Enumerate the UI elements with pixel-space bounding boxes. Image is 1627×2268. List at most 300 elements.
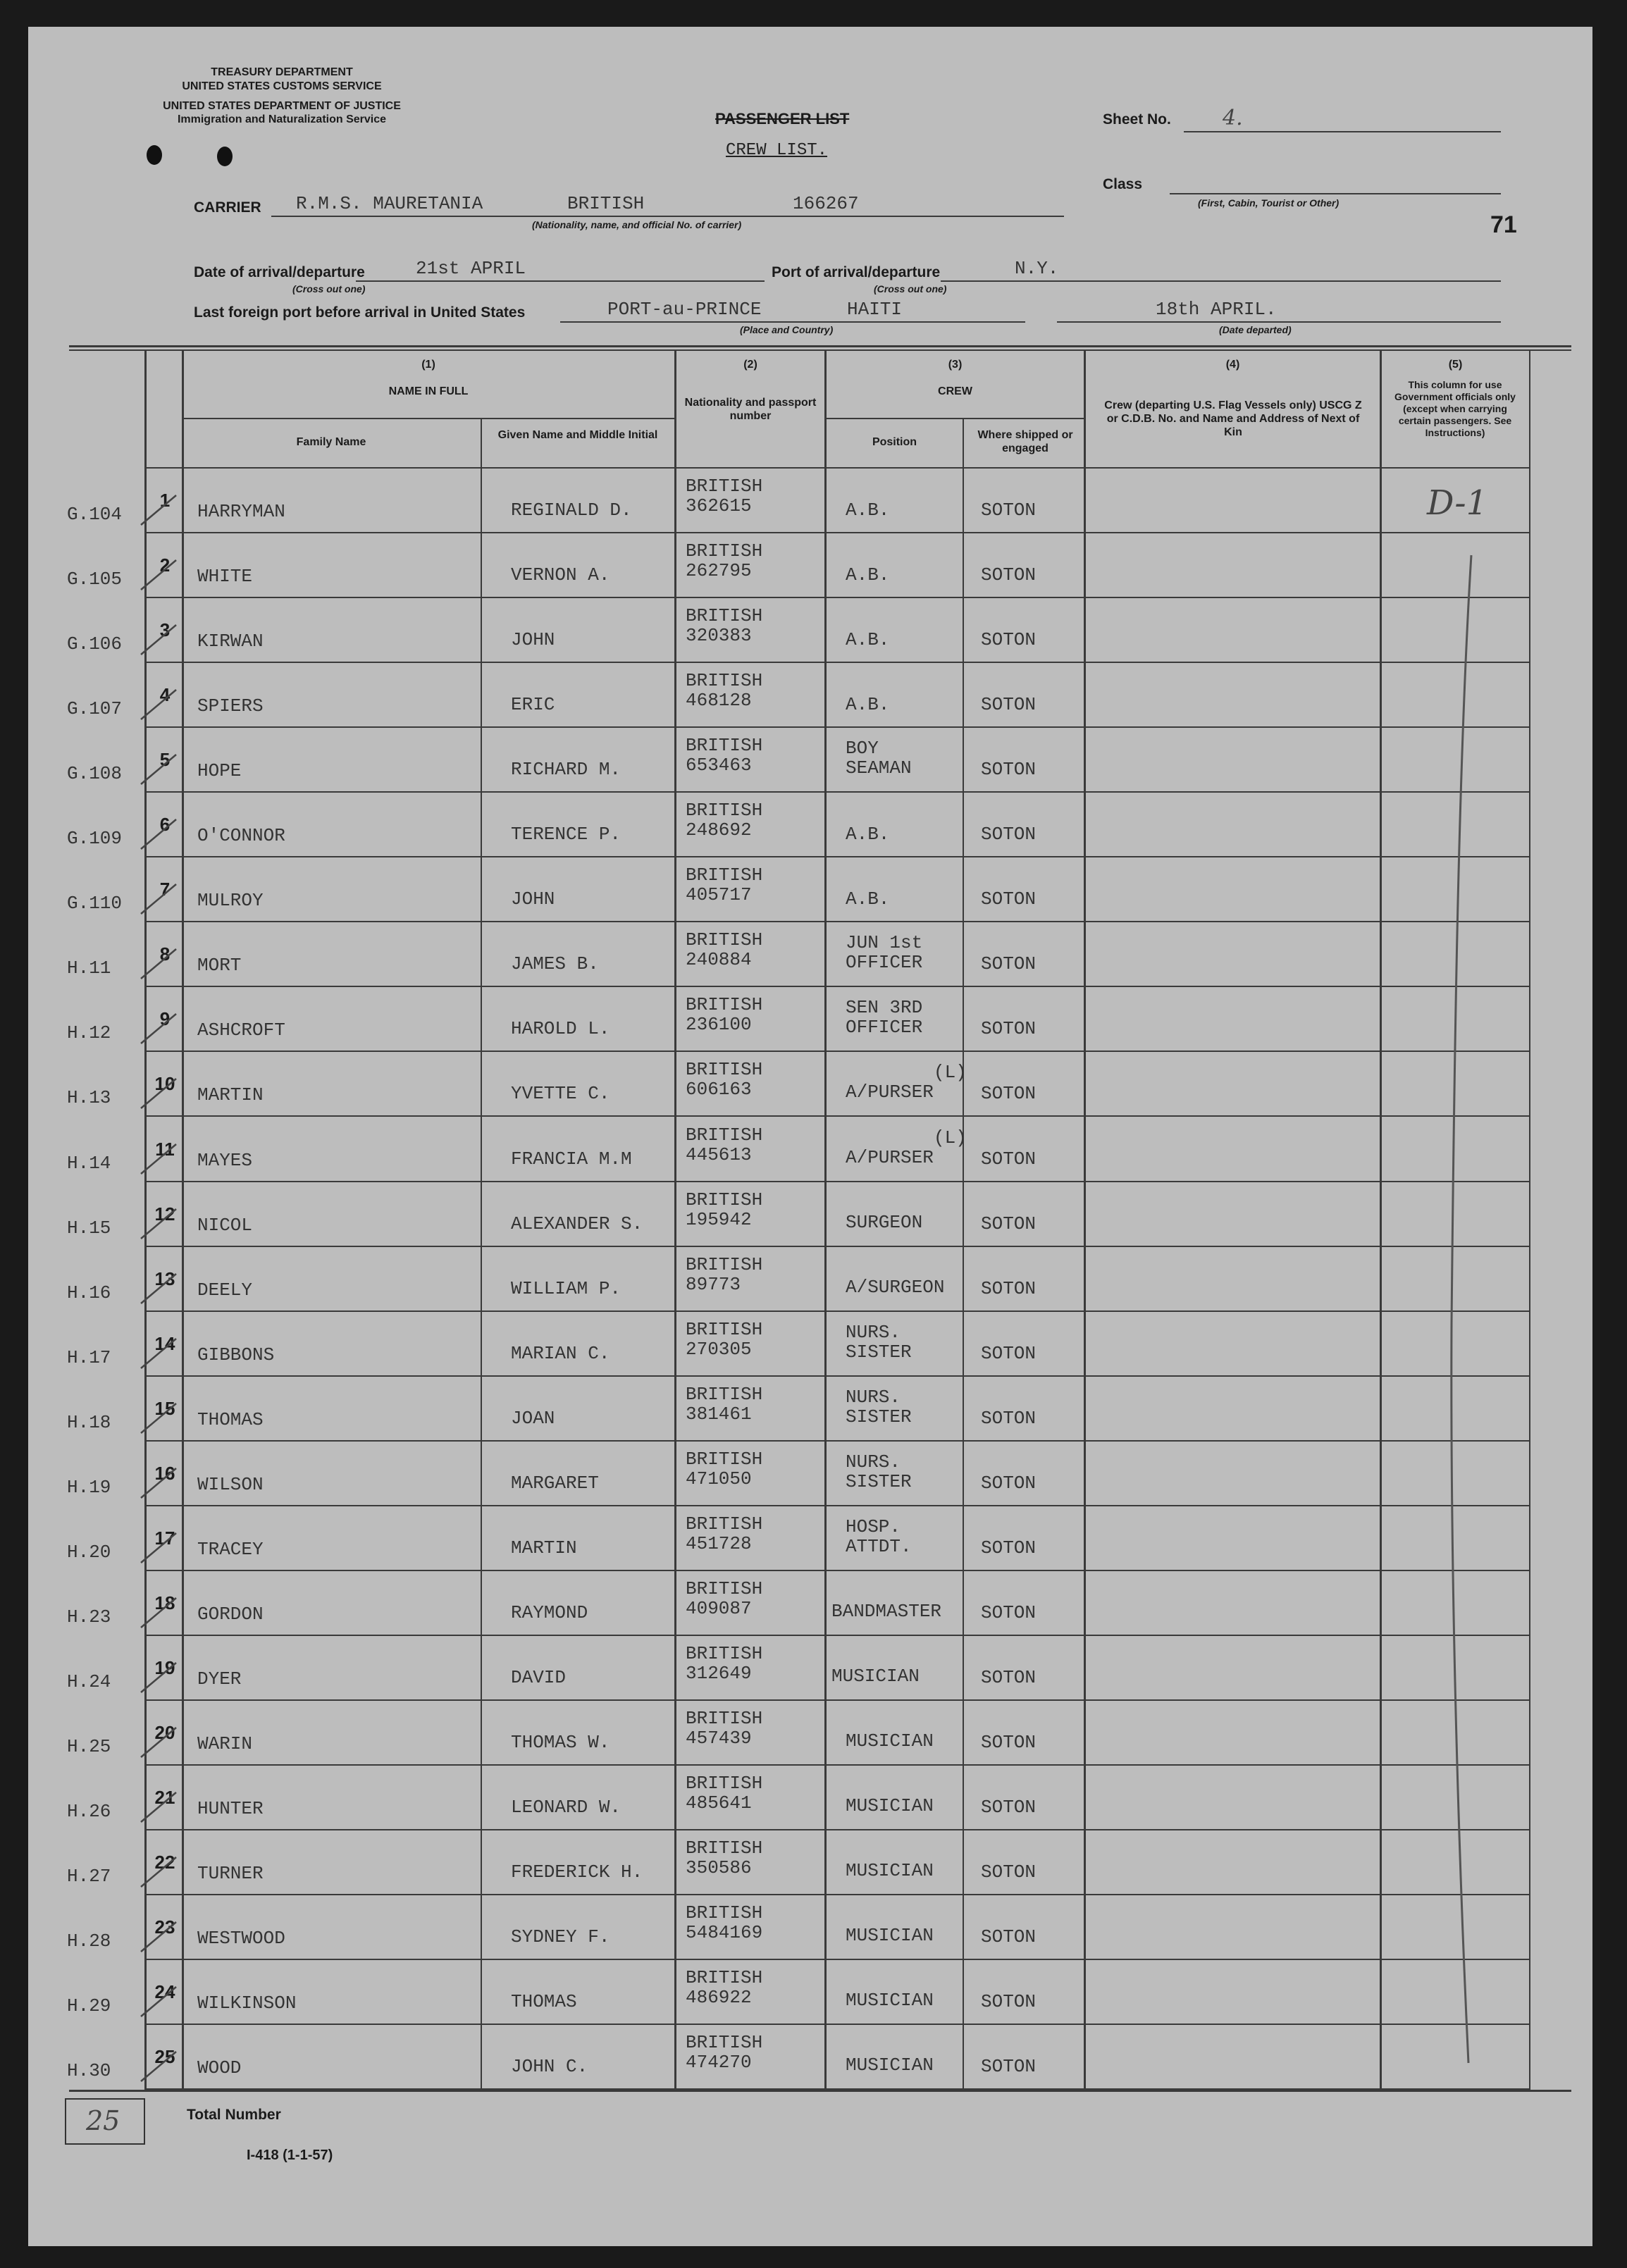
row-code: H.18: [67, 1411, 111, 1433]
shipped-place: SOTON: [981, 1083, 1037, 1105]
position-line-2: MUSICIAN: [831, 1665, 920, 1687]
class-hint: (First, Cabin, Tourist or Other): [1198, 197, 1340, 209]
dept-line-3: UNITED STATES DEPARTMENT OF JUSTICE: [163, 100, 401, 112]
table-row: [28, 1247, 1592, 1312]
nationality: BRITISH: [686, 1513, 763, 1535]
check-tick-icon: [134, 1722, 197, 1764]
table-row: [28, 1506, 1592, 1571]
shipped-place: SOTON: [981, 1342, 1037, 1364]
shipped-place: SOTON: [981, 2056, 1037, 2078]
given-name: MARTIN: [511, 1537, 577, 1559]
position-line-1: (L): [934, 1127, 967, 1148]
row-number: 18: [154, 1592, 175, 1613]
row-number: 17: [154, 1527, 175, 1549]
row-code: H.25: [67, 1735, 111, 1757]
row-code: G.107: [67, 698, 123, 720]
punch-hole-left: [147, 145, 162, 165]
col4-title: Crew (departing U.S. Flag Vessels only) USCG Z or C.D.B. No. and Name and Address of Next of Kin: [1104, 399, 1362, 438]
row-code: H.11: [67, 958, 111, 979]
port-underline: [941, 280, 1501, 282]
position-line-2: SISTER: [846, 1406, 912, 1427]
family-name: GORDON: [197, 1603, 264, 1625]
dept-line-4: Immigration and Naturalization Service: [177, 113, 387, 125]
check-tick-icon: [134, 1592, 197, 1635]
check-tick-icon: [134, 1787, 197, 1829]
table-top-rule: [69, 345, 1571, 347]
row-code: H.26: [67, 1801, 111, 1822]
carrier-hint: (Nationality, name, and official No. of carrier): [532, 219, 742, 230]
dept-line-2: UNITED STATES CUSTOMS SERVICE: [182, 80, 382, 92]
table-row: [28, 1830, 1592, 1895]
family-name: KIRWAN: [197, 631, 264, 652]
family-name: O'CONNOR: [197, 825, 285, 847]
row-number: 15: [154, 1397, 175, 1419]
nationality: BRITISH: [686, 1448, 763, 1470]
position-line-2: MUSICIAN: [846, 1795, 934, 1816]
position-line-2: A/SURGEON: [846, 1276, 945, 1298]
given-name: SYDNEY F.: [511, 1926, 610, 1948]
nationality: BRITISH: [686, 605, 763, 627]
row-code: G.110: [67, 893, 123, 915]
hline-col3-split: [824, 418, 1085, 419]
row-number: 3: [159, 619, 171, 641]
row-number: 19: [154, 1656, 175, 1678]
table-row: [28, 1960, 1592, 2025]
nationality: BRITISH: [686, 540, 763, 562]
position-line-1: A.B.: [846, 564, 890, 586]
passport-number: 471050: [686, 1468, 752, 1489]
row-code: G.109: [67, 828, 123, 850]
row-code: H.28: [67, 1931, 111, 1952]
date-underline: [356, 280, 765, 282]
family-name: WHITE: [197, 566, 253, 588]
date-departed-hint: (Date departed): [1219, 324, 1292, 335]
port-value: N.Y.: [1015, 258, 1059, 279]
shipped-place: SOTON: [981, 1537, 1037, 1559]
table-row: [28, 1117, 1592, 1182]
check-tick-icon: [134, 1463, 197, 1505]
nationality: BRITISH: [686, 800, 763, 822]
position-line-1: SEN 3RD: [846, 997, 923, 1019]
nationality: BRITISH: [686, 1318, 763, 1340]
position-line-1: BOY: [846, 738, 879, 760]
passport-number: 485641: [686, 1792, 752, 1814]
position-line-1: A.B.: [846, 500, 890, 521]
passport-number: 445613: [686, 1144, 752, 1165]
table-row: [28, 793, 1592, 857]
given-name: THOMAS W.: [511, 1731, 610, 1753]
family-name: THOMAS: [197, 1408, 264, 1430]
given-name: LEONARD W.: [511, 1797, 621, 1818]
nationality: BRITISH: [686, 476, 763, 497]
given-name: MARGARET: [511, 1472, 599, 1494]
position-line-2: OFFICER: [846, 952, 923, 974]
row-number: 11: [155, 1138, 175, 1160]
row-number: 7: [159, 879, 171, 900]
row-number: 9: [159, 1008, 171, 1030]
row-number: 20: [154, 1721, 175, 1743]
row-number: 25: [154, 2046, 175, 2068]
given-name: JAMES B.: [511, 953, 599, 975]
col1-title: NAME IN FULL: [388, 385, 469, 397]
position-line-2: A/PURSER: [846, 1082, 934, 1103]
struck-title: PASSENGER LIST: [715, 110, 850, 128]
row-number: 21: [154, 1787, 175, 1808]
given-name: FREDERICK H.: [511, 1861, 643, 1883]
dept-line-1: TREASURY DEPARTMENT: [211, 66, 353, 78]
total-count: 25: [86, 2105, 120, 2136]
family-name: DYER: [197, 1668, 242, 1690]
check-tick-icon: [134, 1981, 197, 2024]
table-row: [28, 663, 1592, 728]
check-tick-icon: [134, 490, 197, 532]
check-tick-icon: [134, 749, 197, 791]
shipped-place: SOTON: [981, 1018, 1037, 1040]
nationality: BRITISH: [686, 1773, 763, 1794]
position-line-2: MUSICIAN: [846, 2055, 934, 2076]
row-number: 14: [154, 1332, 175, 1354]
shipped-place: SOTON: [981, 953, 1037, 975]
position-line-2: SISTER: [846, 1470, 912, 1492]
position-line-2: SEAMAN: [846, 757, 912, 779]
family-name: WILSON: [197, 1473, 264, 1495]
given-name: JOHN: [511, 888, 555, 910]
passport-number: 606163: [686, 1079, 752, 1101]
class-underline: [1170, 193, 1501, 194]
col3-title: CREW: [938, 385, 972, 397]
family-name: ASHCROFT: [197, 1020, 285, 1041]
class-label: Class: [1103, 176, 1143, 192]
row-code: G.104: [67, 504, 123, 525]
shipped-place: SOTON: [981, 1277, 1037, 1299]
check-tick-icon: [134, 943, 197, 986]
col3-number: (3): [948, 359, 963, 371]
sheet-label: Sheet No.: [1103, 111, 1171, 128]
form-number: I-418 (1-1-57): [247, 2148, 333, 2163]
lastport-place: PORT-au-PRINCE: [607, 299, 762, 320]
given-name: DAVID: [511, 1666, 567, 1688]
family-name: WARIN: [197, 1733, 253, 1754]
date-hint: (Cross out one): [292, 283, 366, 295]
position-line-1: NURS.: [846, 1451, 901, 1473]
family-name: TURNER: [197, 1863, 264, 1885]
row-code: H.29: [67, 1995, 111, 2017]
passport-number: 320383: [686, 625, 752, 647]
position-line-2: MUSICIAN: [846, 1925, 934, 1947]
position-line-2: SISTER: [846, 1341, 912, 1363]
check-tick-icon: [134, 1333, 197, 1375]
given-name: JOHN C.: [511, 2056, 588, 2078]
row-code: H.27: [67, 1866, 111, 1888]
lastport-hint: (Place and Country): [740, 324, 834, 335]
annotation-vertical-stroke: [1409, 548, 1494, 2084]
passport-number: 474270: [686, 2052, 752, 2074]
lastport-underline: [560, 321, 1025, 323]
shipped-place: SOTON: [981, 1797, 1037, 1818]
passport-number: 240884: [686, 949, 752, 971]
row-code: G.105: [67, 569, 123, 590]
given-name: JOHN: [511, 629, 555, 651]
given-name: YVETTE C.: [511, 1083, 610, 1105]
position-line-2: MUSICIAN: [846, 1860, 934, 1882]
total-label: Total Number: [187, 2107, 281, 2123]
table-row: [28, 1377, 1592, 1442]
row-code: H.20: [67, 1541, 111, 1563]
sheet-number: 4.: [1223, 106, 1243, 130]
passport-number: 486922: [686, 1987, 752, 2009]
family-name: HARRYMAN: [197, 501, 285, 522]
sheet-underline: [1184, 131, 1501, 132]
nationality: BRITISH: [686, 1189, 763, 1210]
position-line-2: BANDMASTER: [831, 1600, 942, 1622]
col3a-title: Position: [872, 436, 917, 448]
table-bottom-rule: [69, 2090, 1571, 2092]
row-code: G.106: [67, 633, 123, 655]
nationality: BRITISH: [686, 735, 763, 757]
position-line-1: NURS.: [846, 1321, 901, 1343]
position-line-1: NURS.: [846, 1386, 901, 1408]
total-box: [65, 2098, 145, 2145]
col5-title: This column for use Government officials only (except when carrying certain passengers. See Instructions): [1394, 379, 1516, 438]
check-tick-icon: [134, 1398, 197, 1440]
row-code: H.17: [67, 1346, 111, 1368]
given-name: TERENCE P.: [511, 824, 621, 845]
family-name: HOPE: [197, 760, 242, 782]
given-name: MARIAN C.: [511, 1342, 610, 1364]
date-value: 21st APRIL: [416, 258, 526, 279]
table-row: [28, 1766, 1592, 1830]
table-row: [28, 857, 1592, 922]
port-hint: (Cross out one): [874, 283, 947, 295]
table-row: [28, 1571, 1592, 1636]
position-line-1: (L): [934, 1062, 967, 1084]
row-number: 2: [159, 554, 171, 576]
table-row: [28, 1636, 1592, 1701]
nationality: BRITISH: [686, 1902, 763, 1924]
given-name: RICHARD M.: [511, 759, 621, 781]
table-row: [28, 598, 1592, 663]
passport-number: 195942: [686, 1208, 752, 1230]
position-line-1: A.B.: [846, 629, 890, 651]
nationality: BRITISH: [686, 994, 763, 1016]
shipped-place: SOTON: [981, 1926, 1037, 1948]
row-number: 24: [154, 1981, 175, 2003]
passport-number: 381461: [686, 1403, 752, 1425]
shipped-place: SOTON: [981, 824, 1037, 845]
table-row: [28, 922, 1592, 987]
position-line-1: HOSP.: [846, 1516, 901, 1537]
given-name: WILLIAM P.: [511, 1277, 621, 1299]
table-row: [28, 728, 1592, 793]
row-code: G.108: [67, 763, 123, 785]
col1b-title: Given Name and Middle Initial: [497, 429, 658, 441]
row-code: H.13: [67, 1087, 111, 1109]
row-number: 5: [159, 749, 171, 771]
carrier-nationality: BRITISH: [567, 193, 645, 214]
shipped-place: SOTON: [981, 694, 1037, 716]
nationality: BRITISH: [686, 1967, 763, 1989]
page-title: CREW LIST.: [726, 141, 828, 160]
passport-number: 362615: [686, 495, 752, 516]
check-tick-icon: [134, 1528, 197, 1570]
check-tick-icon: [134, 1008, 197, 1051]
table-row: [28, 1182, 1592, 1247]
family-name: MARTIN: [197, 1084, 264, 1106]
lastport-label: Last foreign port before arrival in United States: [194, 304, 526, 321]
shipped-place: SOTON: [981, 629, 1037, 651]
row-code: H.30: [67, 2060, 111, 2082]
check-tick-icon: [134, 2046, 197, 2088]
shipped-place: SOTON: [981, 564, 1037, 586]
nationality: BRITISH: [686, 1707, 763, 1729]
row-code: H.16: [67, 1282, 111, 1303]
document-sheet: [28, 27, 1592, 2246]
carrier-label: CARRIER: [194, 199, 261, 216]
carrier-ship: R.M.S. MAURETANIA: [296, 193, 483, 214]
shipped-place: SOTON: [981, 1666, 1037, 1688]
passport-number: 312649: [686, 1662, 752, 1684]
shipped-place: SOTON: [981, 500, 1037, 521]
table-row: [28, 1895, 1592, 1960]
col4-number: (4): [1225, 359, 1240, 371]
annotation-mark: D-1: [1427, 483, 1488, 523]
check-tick-icon: [134, 554, 197, 597]
row-number: 10: [154, 1073, 175, 1095]
table-row: [28, 1312, 1592, 1377]
row-number: 4: [159, 684, 171, 706]
given-name: THOMAS: [511, 1991, 577, 2013]
table-row: [28, 2025, 1592, 2090]
position-line-1: A.B.: [846, 694, 890, 716]
shipped-place: SOTON: [981, 888, 1037, 910]
passport-number: 457439: [686, 1727, 752, 1749]
passport-number: 89773: [686, 1273, 741, 1295]
date-label: Date of arrival/departure: [194, 264, 365, 280]
position-line-1: JUN 1st: [846, 932, 923, 954]
row-code: H.14: [67, 1152, 111, 1174]
shipped-place: SOTON: [981, 1407, 1037, 1429]
passport-number: 236100: [686, 1014, 752, 1036]
family-name: WILKINSON: [197, 1993, 297, 2014]
passport-number: 409087: [686, 1597, 752, 1619]
given-name: ALEXANDER S.: [511, 1213, 643, 1234]
family-name: GIBBONS: [197, 1344, 275, 1365]
nationality: BRITISH: [686, 1383, 763, 1405]
check-tick-icon: [134, 684, 197, 726]
position-line-2: A/PURSER: [846, 1146, 934, 1168]
shipped-place: SOTON: [981, 1991, 1037, 2013]
col1a-title: Family Name: [296, 436, 366, 448]
passport-number: 350586: [686, 1857, 752, 1879]
departed-underline: [1057, 321, 1501, 323]
nationality: BRITISH: [686, 1578, 763, 1599]
family-name: NICOL: [197, 1214, 253, 1236]
position-line-1: A.B.: [846, 824, 890, 845]
row-number: 22: [154, 1852, 175, 1873]
table-row: [28, 1052, 1592, 1117]
row-number: 8: [159, 943, 171, 965]
position-line-2: MUSICIAN: [846, 1990, 934, 2012]
col3b-title: Where shipped or engaged: [977, 429, 1073, 454]
shipped-place: SOTON: [981, 759, 1037, 781]
col2-number: (2): [743, 359, 757, 371]
nationality: BRITISH: [686, 1059, 763, 1081]
col2-title: Nationality and passport number: [684, 397, 817, 422]
given-name: JOAN: [511, 1407, 555, 1429]
family-name: SPIERS: [197, 695, 264, 717]
passport-number: 405717: [686, 884, 752, 906]
given-name: VERNON A.: [511, 564, 610, 586]
family-name: HUNTER: [197, 1798, 264, 1819]
page-number: 71: [1490, 211, 1517, 238]
position-line-1: A.B.: [846, 888, 890, 910]
nationality: BRITISH: [686, 929, 763, 951]
check-tick-icon: [134, 1073, 197, 1115]
passport-number: 653463: [686, 755, 752, 776]
family-name: TRACEY: [197, 1538, 264, 1560]
passport-number: 248692: [686, 819, 752, 841]
row-number: 16: [154, 1462, 175, 1484]
family-name: DEELY: [197, 1279, 253, 1301]
passport-number: 468128: [686, 690, 752, 712]
check-tick-icon: [134, 1916, 197, 1959]
check-tick-icon: [134, 1268, 197, 1310]
family-name: WOOD: [197, 2057, 242, 2079]
check-tick-icon: [134, 1203, 197, 1246]
shipped-place: SOTON: [981, 1731, 1037, 1753]
nationality: BRITISH: [686, 1642, 763, 1664]
row-number: 23: [154, 1916, 175, 1938]
position-line-2: MUSICIAN: [846, 1730, 934, 1752]
carrier-official-no: 166267: [793, 193, 859, 214]
position-line-2: ATTDT.: [846, 1535, 912, 1557]
carrier-underline: [271, 216, 1064, 217]
table-row: [28, 1701, 1592, 1766]
table-top-rule-2: [69, 349, 1571, 351]
given-name: ERIC: [511, 694, 555, 716]
shipped-place: SOTON: [981, 1861, 1037, 1883]
table-row: [28, 469, 1592, 533]
table-row: [28, 1442, 1592, 1506]
row-number: 1: [159, 490, 171, 511]
nationality: BRITISH: [686, 2032, 763, 2054]
position-line-2: SURGEON: [846, 1211, 923, 1233]
family-name: WESTWOOD: [197, 1928, 285, 1950]
nationality: BRITISH: [686, 1124, 763, 1146]
row-code: H.19: [67, 1476, 111, 1498]
row-code: H.23: [67, 1606, 111, 1628]
nationality: BRITISH: [686, 1838, 763, 1859]
row-number: 13: [154, 1268, 175, 1289]
shipped-place: SOTON: [981, 1148, 1037, 1170]
check-tick-icon: [134, 619, 197, 662]
check-tick-icon: [134, 1852, 197, 1894]
check-tick-icon: [134, 879, 197, 921]
nationality: BRITISH: [686, 670, 763, 692]
given-name: HAROLD L.: [511, 1018, 610, 1040]
table-row: [28, 533, 1592, 598]
family-name: MULROY: [197, 890, 264, 912]
port-label: Port of arrival/departure: [772, 264, 941, 280]
date-departed: 18th APRIL.: [1156, 299, 1277, 320]
family-name: MAYES: [197, 1149, 253, 1171]
row-number: 6: [159, 814, 171, 836]
row-number: 12: [154, 1203, 175, 1225]
shipped-place: SOTON: [981, 1601, 1037, 1623]
passport-number: 5484169: [686, 1922, 763, 1944]
passport-number: 262795: [686, 560, 752, 582]
table-row: [28, 987, 1592, 1052]
